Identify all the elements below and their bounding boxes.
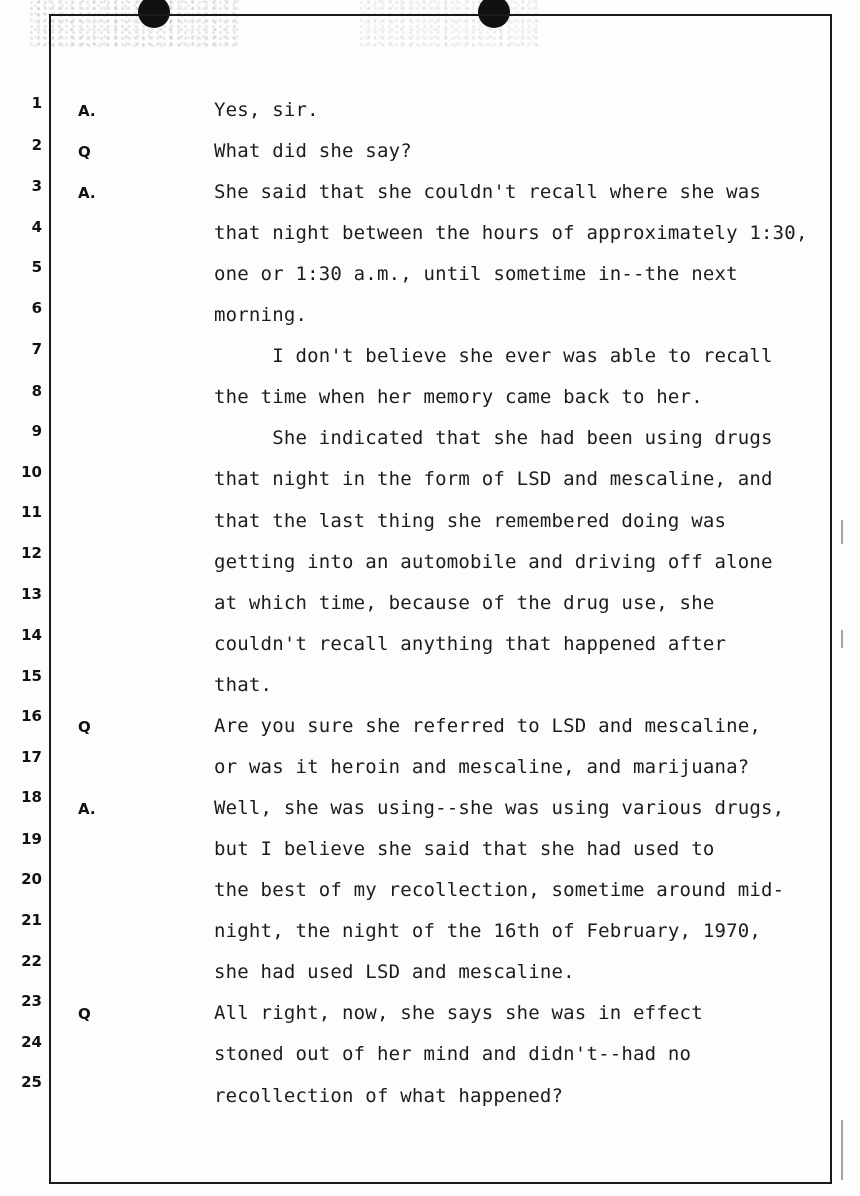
transcript-line: night, the night of the 16th of February, 1970,: [214, 920, 762, 942]
line-number: 6: [31, 299, 42, 317]
transcript-line: Are you sure she referred to LSD and mescaline,: [214, 715, 762, 737]
transcript-line: or was it heroin and mescaline, and marijuana?: [214, 756, 750, 778]
speaker-label: A.: [78, 184, 96, 202]
transcript-line: one or 1:30 a.m., until sometime in--the next: [214, 263, 738, 285]
line-number: 19: [21, 830, 42, 848]
transcript-line: that the last thing she remembered doing was: [214, 510, 727, 532]
transcript-line: Yes, sir.: [214, 99, 319, 121]
transcript-line: she had used LSD and mescaline.: [214, 961, 575, 983]
line-number: 12: [21, 544, 42, 562]
transcript-line: that.: [214, 674, 273, 696]
scan-mark: [841, 630, 843, 648]
line-number: 4: [31, 218, 42, 236]
speaker-label: A.: [78, 102, 96, 120]
line-number: 7: [31, 340, 42, 358]
line-number: 24: [21, 1033, 42, 1051]
line-number: 20: [21, 870, 42, 888]
line-number: 10: [21, 463, 42, 481]
transcript-line: but I believe she said that she had used to: [214, 838, 715, 860]
line-number: 2: [31, 136, 42, 154]
line-number: 16: [21, 707, 42, 725]
line-number: 18: [21, 788, 42, 806]
line-number: 17: [21, 748, 42, 766]
transcript-line: She indicated that she had been using drugs: [214, 427, 773, 449]
scan-mark: [841, 520, 843, 544]
line-number: 13: [21, 585, 42, 603]
line-number: 14: [21, 626, 42, 644]
line-number: 25: [21, 1073, 42, 1091]
transcript-line: Well, she was using--she was using various drugs,: [214, 797, 785, 819]
transcript-line: stoned out of her mind and didn't--had no: [214, 1043, 692, 1065]
transcript-line: that night in the form of LSD and mescaline, and: [214, 468, 773, 490]
line-number-column: [0, 0, 46, 1196]
transcript-line: the best of my recollection, sometime around mid-: [214, 879, 785, 901]
line-number: 11: [21, 503, 42, 521]
line-number: 22: [21, 952, 42, 970]
line-number: 1: [31, 94, 42, 112]
speaker-label: A.: [78, 800, 96, 818]
transcript-line: morning.: [214, 304, 308, 326]
line-number: 8: [31, 382, 42, 400]
line-number: 3: [31, 177, 42, 195]
transcript-line: getting into an automobile and driving off alone: [214, 551, 773, 573]
transcript-line: that night between the hours of approximately 1:30,: [214, 222, 808, 244]
transcript-line: the time when her memory came back to her.: [214, 386, 703, 408]
line-number: 5: [31, 258, 42, 276]
transcript-line: couldn't recall anything that happened after: [214, 633, 727, 655]
line-number: 9: [31, 422, 42, 440]
speaker-label: Q: [78, 1005, 91, 1023]
speaker-label: Q: [78, 143, 91, 161]
transcript-line: recollection of what happened?: [214, 1085, 564, 1107]
transcript-line: What did she say?: [214, 140, 412, 162]
transcript-line: at which time, because of the drug use, she: [214, 592, 715, 614]
transcript-line: She said that she couldn't recall where she was: [214, 181, 762, 203]
scan-mark: [841, 1120, 843, 1180]
transcript-line: I don't believe she ever was able to recall: [214, 345, 773, 367]
transcript-line: All right, now, she says she was in effect: [214, 1002, 703, 1024]
line-number: 23: [21, 992, 42, 1010]
line-number: 15: [21, 667, 42, 685]
speaker-label: Q: [78, 718, 91, 736]
line-number: 21: [21, 911, 42, 929]
